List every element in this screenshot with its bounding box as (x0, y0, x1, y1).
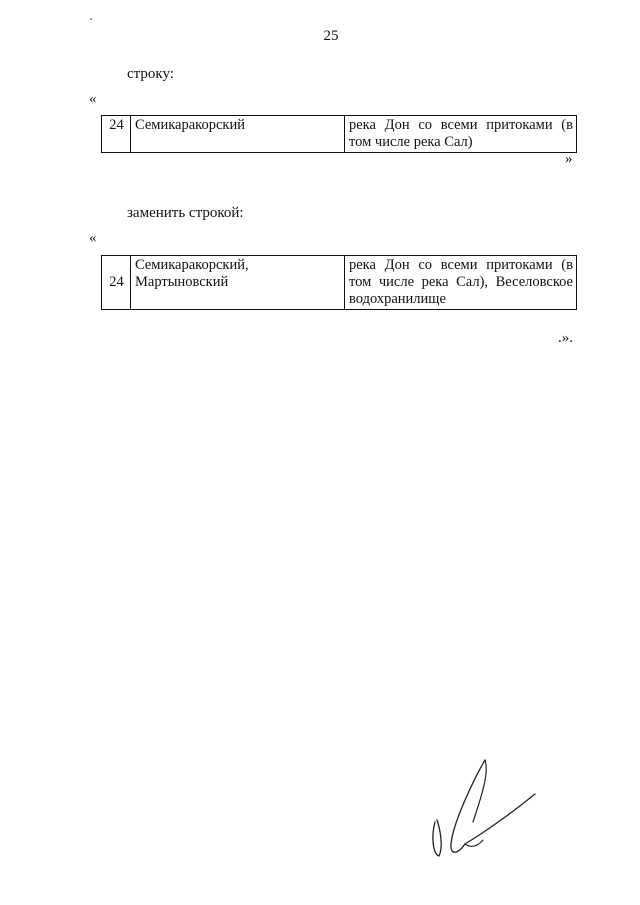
row-number-cell: 24 (102, 116, 131, 153)
intro-row-label: строку: (127, 66, 174, 82)
close-quote: .». (558, 330, 573, 346)
table-row (102, 256, 577, 310)
page-number: 25 (323, 28, 339, 44)
signature-image (425, 752, 545, 862)
scan-mark (90, 18, 92, 20)
replacement-row-table (101, 255, 577, 310)
district-cell: Семикаракорский, Мартыновский (131, 256, 345, 310)
table-row (102, 116, 577, 153)
intro-replacement-label: заменить строкой: (127, 205, 244, 221)
open-quote: « (89, 230, 97, 246)
water-body-cell: река Дон со всеми притоками (в том числе река Сал) (345, 116, 577, 153)
open-quote: « (89, 91, 97, 107)
row-number-cell: 24 (102, 256, 131, 310)
district-cell: Семикаракорский (131, 116, 345, 153)
close-quote: » (565, 151, 573, 167)
original-row-table (101, 115, 577, 153)
water-body-cell: река Дон со всеми притоками (в том числе река Сал), Веселовское водохранилище (345, 256, 577, 310)
